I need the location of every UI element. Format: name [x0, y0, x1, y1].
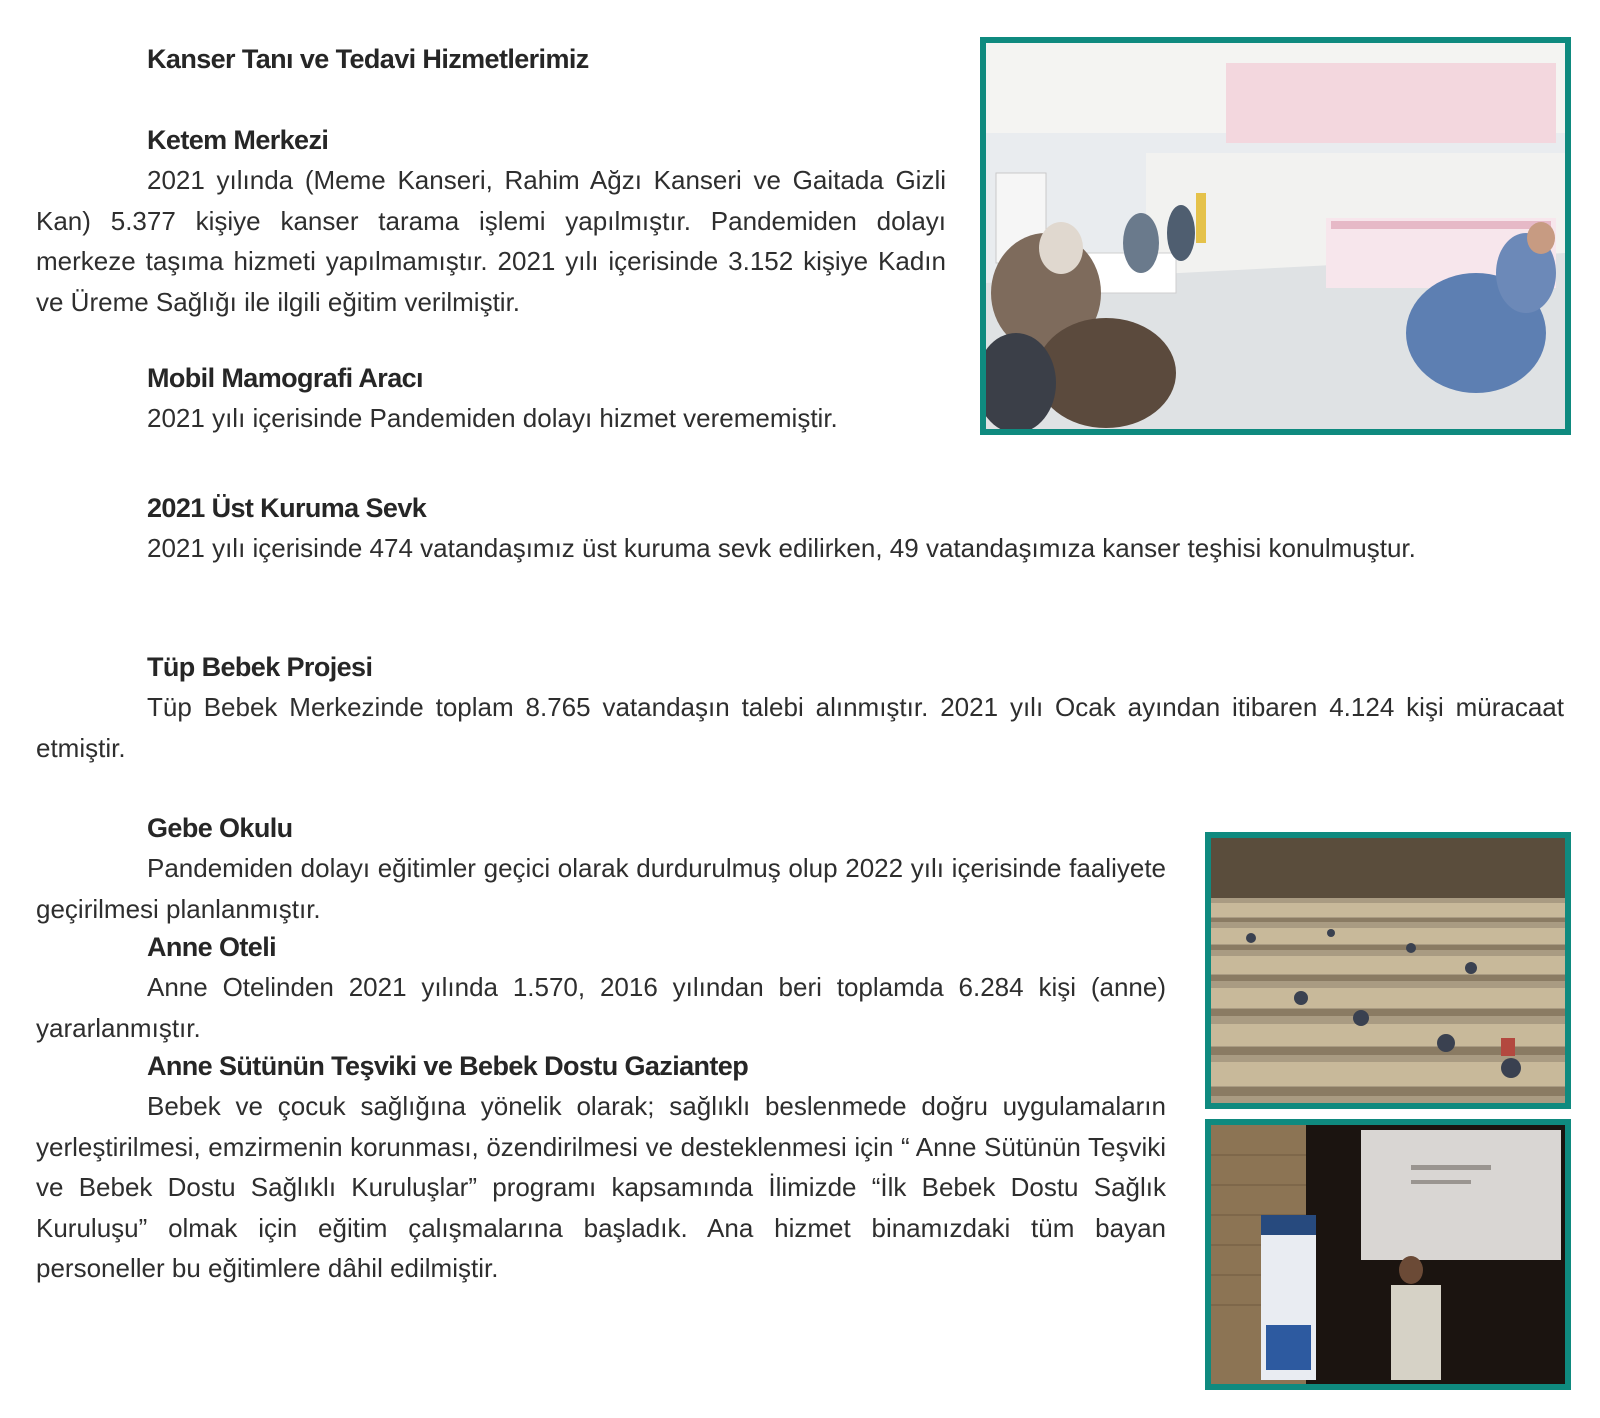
presentation-seminar-photo	[1205, 1119, 1571, 1390]
section-heading: Anne Oteli	[147, 932, 277, 962]
section-mobil-mamografi	[36, 358, 946, 439]
section-body: 2021 yılı içerisinde Pandemiden dolayı hizmet verememiştir.	[147, 403, 838, 433]
section-heading: Mobil Mamografi Aracı	[147, 363, 423, 393]
section-anne-sutu	[36, 1046, 1166, 1289]
main-title-block	[36, 39, 946, 79]
section-ketem	[36, 120, 946, 322]
section-ust-kuruma-sevk	[36, 488, 1564, 569]
section-anne-oteli	[36, 927, 1166, 1048]
section-body: Bebek ve çocuk sağlığına yönelik olarak; sağlıklı beslenmede doğru uygulamaların yerleştirilmesi, emzirmenin korunması, özendirilmesi ve desteklenmesi için “ Anne Sütünün Teşviki ve Bebek Dostu Sağlıklı Kuruluşlar” programı kapsamında İlimizde “İlk Bebek Dostu Sağlık Kuruluşu” olmak için eğitim çalışmalarına başladık. Ana hizmet binamızdaki tüm bayan personeller bu eğitimlere dâhil edilmiştir.	[36, 1091, 1166, 1283]
section-body: Anne Otelinden 2021 yılında 1.570, 2016 yılından beri toplamda 6.284 kişi (anne) yararlanmıştır.	[36, 972, 1166, 1043]
auditorium-photo-illustration	[1211, 838, 1565, 1103]
section-body: Pandemiden dolayı eğitimler geçici olarak durdurulmuş olup 2022 yılı içerisinde faaliyete geçirilmesi planlanmıştır.	[36, 853, 1166, 924]
section-body: Tüp Bebek Merkezinde toplam 8.765 vatandaşın talebi alınmıştır. 2021 yılı Ocak ayından itibaren 4.124 kişi müracaat etmiştir.	[36, 692, 1564, 763]
section-heading: 2021 Üst Kuruma Sevk	[147, 493, 427, 523]
section-body: 2021 yılında (Meme Kanseri, Rahim Ağzı Kanseri ve Gaitada Gizli Kan) 5.377 kişiye kanser tarama işlemi yapılmıştır. Pandemiden dolayı merkeze taşıma hizmeti yapılmamıştır. 2021 yılı içerisinde 3.152 kişiye Kadın ve Üreme Sağlığı ile ilgili eğitim verilmiştir.	[36, 165, 946, 317]
section-tup-bebek	[36, 647, 1564, 768]
section-heading: Tüp Bebek Projesi	[147, 652, 373, 682]
seminar-photo-illustration	[1211, 1125, 1565, 1384]
section-gebe-okulu	[36, 808, 1166, 929]
section-heading: Ketem Merkezi	[147, 125, 329, 155]
clinic-photo-illustration	[986, 43, 1565, 429]
page-title: Kanser Tanı ve Tedavi Hizmetlerimiz	[147, 44, 589, 74]
clinic-waiting-room-photo	[980, 37, 1571, 435]
section-body: 2021 yılı içerisinde 474 vatandaşımız üst kuruma sevk edilirken, 49 vatandaşımıza kanser teşhisi konulmuştur.	[147, 533, 1416, 563]
section-heading: Gebe Okulu	[147, 813, 293, 843]
section-heading: Anne Sütünün Teşviki ve Bebek Dostu Gaziantep	[147, 1051, 749, 1081]
auditorium-seminar-photo	[1205, 832, 1571, 1109]
